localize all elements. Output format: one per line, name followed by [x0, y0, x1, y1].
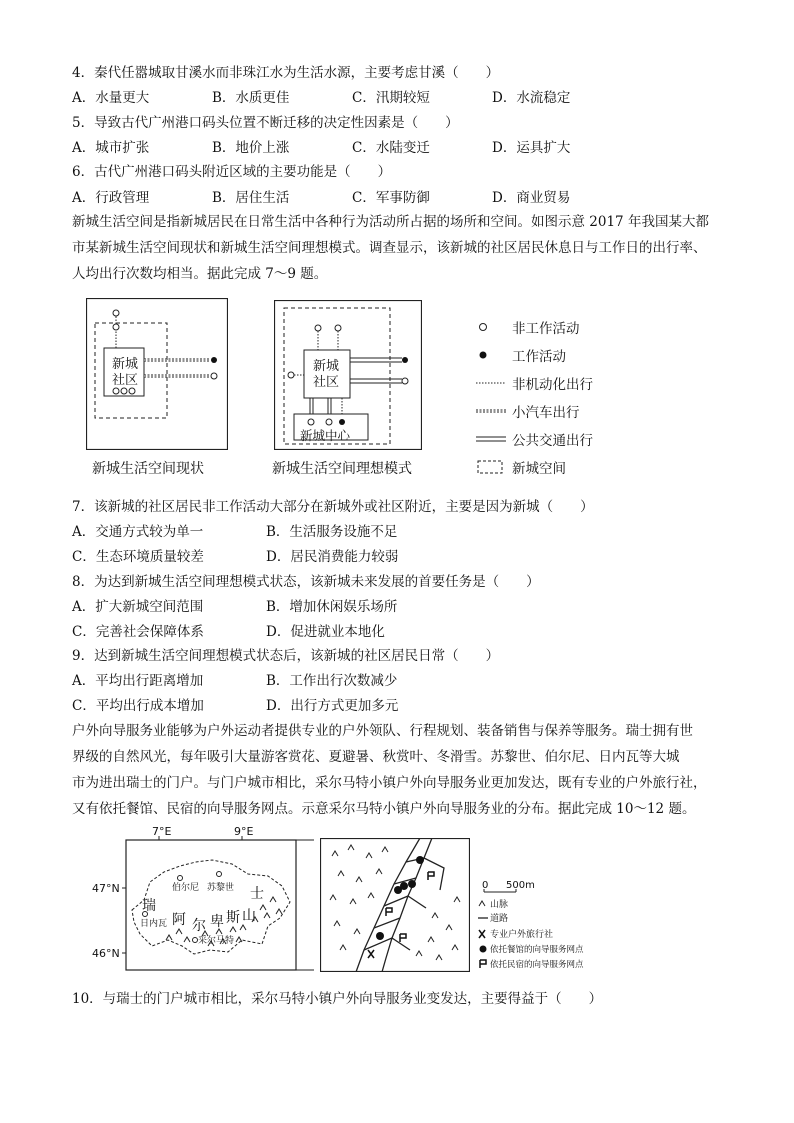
q8-option-c: C．完善社会保障体系 — [72, 624, 204, 640]
mountain-icon — [479, 901, 485, 906]
lon-7e: 7°E — [152, 825, 172, 838]
country-char-2: 士 — [250, 886, 264, 902]
filled-circle-icon — [476, 348, 506, 362]
legend-mountain: 山脉 — [490, 900, 509, 910]
alps-char-1: 阿 — [172, 912, 186, 928]
alps-char-3: 卑 — [210, 914, 224, 930]
q5-stem: 5．导致古代广州港口码头位置不断迁移的决定性因素是（ ） — [72, 115, 459, 131]
legend-car: 小汽车出行 — [476, 401, 580, 421]
legend-restaurant-point: 依托餐馆的向导服务网点 — [490, 945, 584, 955]
q9-option-a: A．平均出行距离增加 — [72, 673, 204, 689]
figure-current-status — [86, 298, 228, 450]
dashed-box-icon — [476, 460, 506, 474]
city-bern: 伯尔尼 — [172, 883, 200, 893]
alps-char-5: 山 — [242, 908, 256, 924]
center-label: 新城中心 — [300, 428, 351, 443]
q6-stem: 6．古代广州港口码头附近区域的主要功能是（ ） — [72, 164, 392, 180]
caption-current-status: 新城生活空间现状 — [92, 461, 204, 477]
lon-9e: 9°E — [234, 825, 254, 838]
homestay-point-icon — [480, 960, 486, 968]
q7-option-a: A．交通方式较为单一 — [72, 524, 204, 540]
q8-option-b: B．增加休闲娱乐场所 — [266, 599, 398, 615]
q4-option-d: D．水流稳定 — [492, 90, 571, 106]
caption-ideal-mode: 新城生活空间理想模式 — [272, 461, 412, 477]
q7-option-d: D．居民消费能力较弱 — [266, 549, 399, 565]
q7-option-c: C．生态环境质量较差 — [72, 549, 204, 565]
scale-end: 500m — [506, 880, 535, 891]
q5-option-b: B．地价上涨 — [212, 140, 290, 156]
q4-option-b: B．水质更佳 — [212, 90, 290, 106]
right-box-label-2: 社区 — [313, 375, 340, 390]
q5-option-c: C．水陆变迁 — [352, 140, 430, 156]
scale-zero: 0 — [482, 880, 489, 891]
q6-option-a: A．行政管理 — [72, 190, 150, 206]
double-line-icon — [476, 432, 506, 446]
alps-char-4: 斯 — [226, 910, 240, 926]
q5-option-d: D．运具扩大 — [492, 140, 571, 156]
q7-option-b: B．生活服务设施不足 — [266, 524, 398, 540]
q9-option-d: D．出行方式更加多元 — [266, 698, 399, 714]
q5-option-a: A．城市扩张 — [72, 140, 150, 156]
q4-option-c: C．汛期较短 — [352, 90, 430, 106]
restaurant-point-icon — [480, 946, 487, 953]
q8-option-d: D．促进就业本地化 — [266, 624, 385, 640]
legend-road: 道路 — [490, 914, 509, 924]
alps-char-2: 尔 — [192, 918, 206, 934]
passage2-line-3: 市为进出瑞士的门户。与门户城市相比，采尔马特小镇户外向导服务业更加发达，既有专业的户外旅行社， — [72, 775, 707, 791]
q9-stem: 9．达到新城生活空间理想模式状态后，该新城的社区居民日常（ ） — [72, 648, 500, 664]
legend-work: 工作活动 — [476, 345, 566, 365]
q4-option-a: A．水量更大 — [72, 90, 150, 106]
figure-zermatt-detail — [320, 838, 470, 972]
right-box-label-1: 新城 — [313, 359, 340, 374]
q9-option-c: C．平均出行成本增加 — [72, 698, 204, 714]
left-box-label-1: 新城 — [112, 357, 139, 372]
city-zurich: 苏黎世 — [207, 883, 235, 893]
q9-option-b: B．工作出行次数减少 — [266, 673, 398, 689]
figure2-legend — [476, 876, 626, 978]
passage2-line-2: 界级的自然风光，每年吸引大量游客赏花、夏避暑、秋赏叶、冬滑雪。苏黎世、伯尔尼、日内瓦等大城 — [72, 749, 680, 765]
dotted-line-icon — [476, 376, 506, 390]
double-dotted-line-icon — [476, 404, 506, 418]
q8-stem: 8．为达到新城生活空间理想模式状态，该新城未来发展的首要任务是（ ） — [72, 574, 540, 590]
legend-non-motor: 非机动化出行 — [476, 373, 593, 393]
legend-travel-agency: 专业户外旅行社 — [490, 930, 554, 940]
passage2-line-4: 又有依托餐馆、民宿的向导服务网点。示意采尔马特小镇户外向导服务业的分布。据此完成 10～12 题。 — [72, 801, 696, 817]
lat-46n: 46°N — [92, 947, 120, 960]
q10-stem: 10．与瑞士的门户城市相比，采尔马特小镇户外向导服务业变发达，主要得益于（ ） — [72, 991, 603, 1007]
town-zermatt: 采尔马特 — [198, 936, 235, 946]
legend-homestay-point: 依托民宿的向导服务网点 — [490, 960, 584, 970]
q6-option-b: B．居住生活 — [212, 190, 290, 206]
legend-public-transit: 公共交通出行 — [476, 429, 593, 449]
hollow-circle-icon — [476, 320, 506, 334]
legend-new-town-space: 新城空间 — [476, 457, 566, 477]
q8-option-a: A．扩大新城空间范围 — [72, 599, 204, 615]
country-char-1: 瑞 — [142, 898, 156, 914]
q6-option-c: C．军事防御 — [352, 190, 430, 206]
passage1-line-3: 人均出行次数均相当。据此完成 7～9 题。 — [72, 266, 328, 282]
q6-option-d: D．商业贸易 — [492, 190, 571, 206]
q4-stem: 4．秦代任嚣城取甘溪水而非珠江水为生活水源，主要考虑甘溪（ ） — [72, 65, 500, 81]
passage1-line-1: 新城生活空间是指新城居民在日常生活中各种行为活动所占据的场所和空间。如图示意 2017 年我国某大都 — [72, 214, 709, 230]
figure-switzerland-map — [92, 822, 314, 974]
passage2-line-1: 户外向导服务业能够为户外运动者提供专业的户外领队、行程规划、装备销售与保养等服务。瑞士拥有世 — [72, 723, 693, 739]
passage1-line-2: 市某新城生活空间现状和新城生活空间理想模式。调查显示，该新城的社区居民休息日与工作日的出行率、 — [72, 240, 707, 256]
legend-non-work: 非工作活动 — [476, 317, 580, 337]
q7-stem: 7．该新城的社区居民非工作活动大部分在新城外或社区附近，主要是因为新城（ ） — [72, 499, 594, 515]
lat-47n: 47°N — [92, 882, 120, 895]
left-box-label-2: 社区 — [112, 373, 139, 388]
city-geneva: 日内瓦 — [140, 919, 168, 929]
travel-agency-icon — [479, 930, 485, 938]
